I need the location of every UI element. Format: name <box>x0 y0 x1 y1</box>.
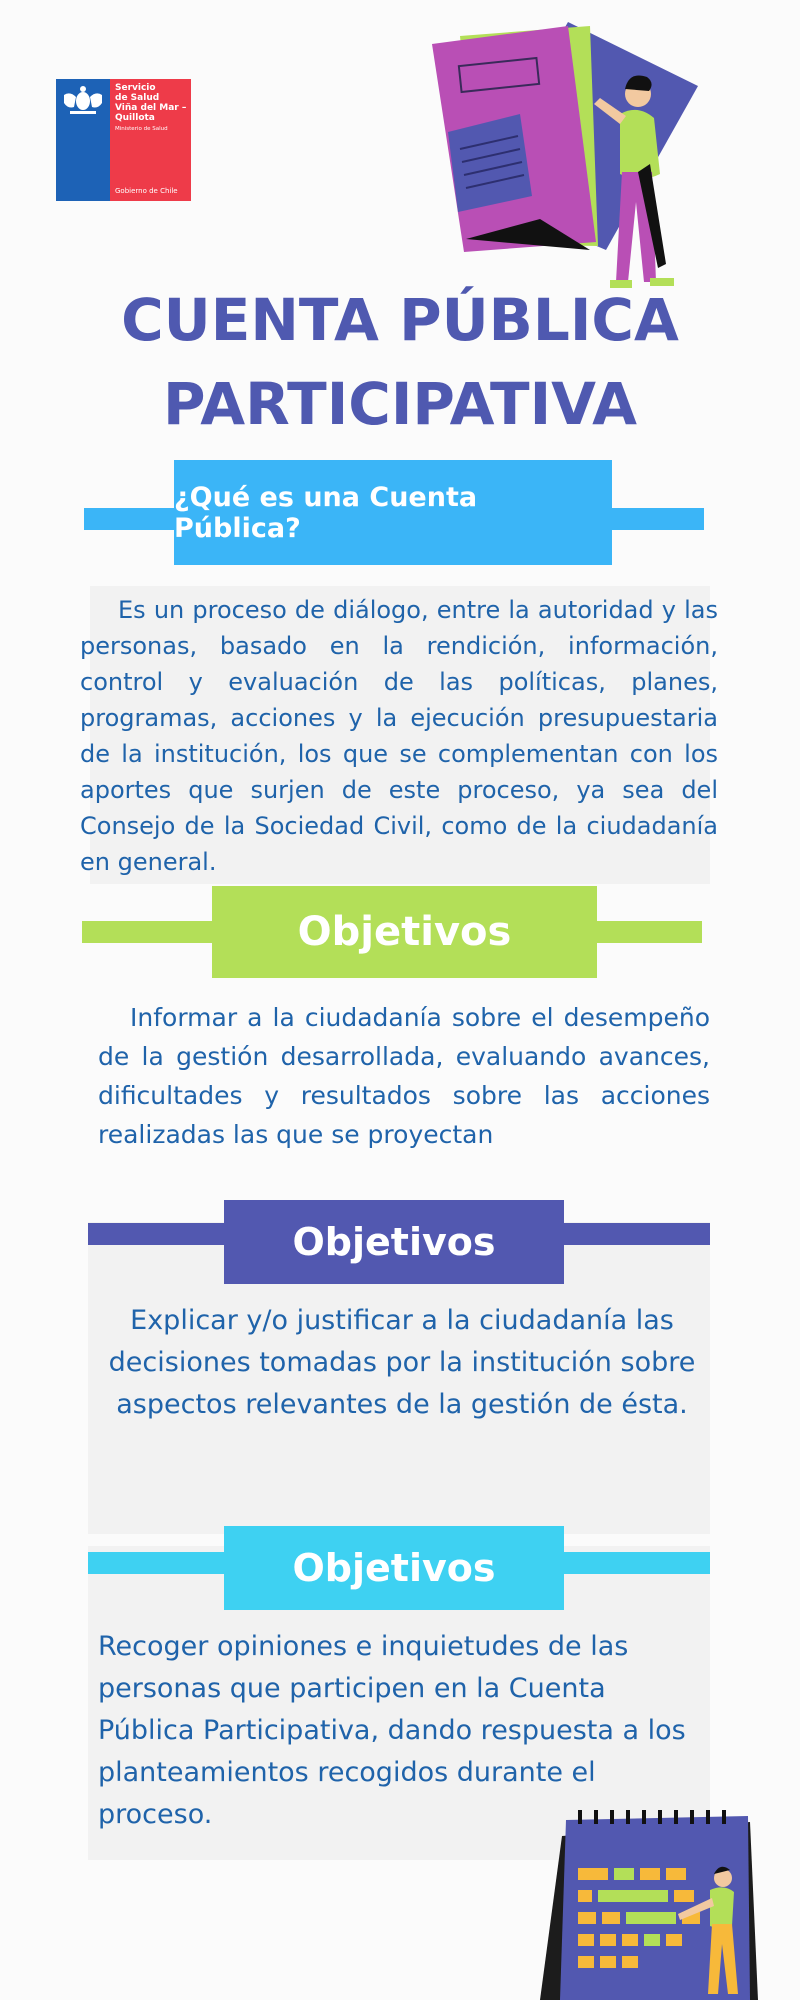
section3-body: Explicar y/o justificar a la ciudadanía las decisiones tomadas por la institución sobre aspectos relevantes de la gestión de ésta. <box>108 1305 696 1420</box>
coat-of-arms-icon <box>56 79 110 129</box>
logo-org-name: Servicio de Salud Viña del Mar – Quillota <box>115 83 187 123</box>
logo-red-block <box>110 79 191 201</box>
section1-heading: ¿Qué es una Cuenta Pública? <box>174 481 478 544</box>
logo-government: Gobierno de Chile <box>115 187 178 195</box>
title-line-2: PARTICIPATIVA <box>163 370 637 438</box>
section1-header-tab <box>174 460 612 565</box>
page-title <box>0 278 800 446</box>
section1-body: Es un proceso de diálogo, entre la autoridad y las personas, basado en la rendición, información, control y evaluación de las políticas, planes, programas, acciones y la ejecución presupuestaria de la institución, los que se complementan con los aportes que surjen de este proceso, ya sea del Consejo de la Sociedad Civil, como de la ciudadanía en general. <box>80 596 718 876</box>
documents-illustration <box>420 14 720 304</box>
section2-body: Informar a la ciudadanía sobre el desempeño de la gestión desarrollada, evaluando avances, dificultades y resultados sobre las acciones realizadas las que se proyectan <box>98 1003 710 1149</box>
logo-blue-block <box>56 79 110 201</box>
calendar-illustration <box>540 1808 760 2000</box>
section4-body: Recoger opiniones e inquietudes de las personas que participen en la Cuenta Pública Participativa, dando respuesta a los planteamientos recogidos durante el proceso. <box>98 1631 686 1830</box>
section3-heading: Objetivos <box>292 1220 496 1264</box>
section2-heading: Objetivos <box>297 909 512 955</box>
section2-header-tab <box>212 886 597 978</box>
logo-ministry: Ministerio de Salud <box>115 126 168 132</box>
title-line-1: CUENTA PÚBLICA <box>121 286 679 354</box>
section4-heading: Objetivos <box>292 1546 496 1590</box>
government-logo <box>56 79 191 201</box>
section4-header-tab <box>224 1526 564 1610</box>
section3-header-tab <box>224 1200 564 1284</box>
